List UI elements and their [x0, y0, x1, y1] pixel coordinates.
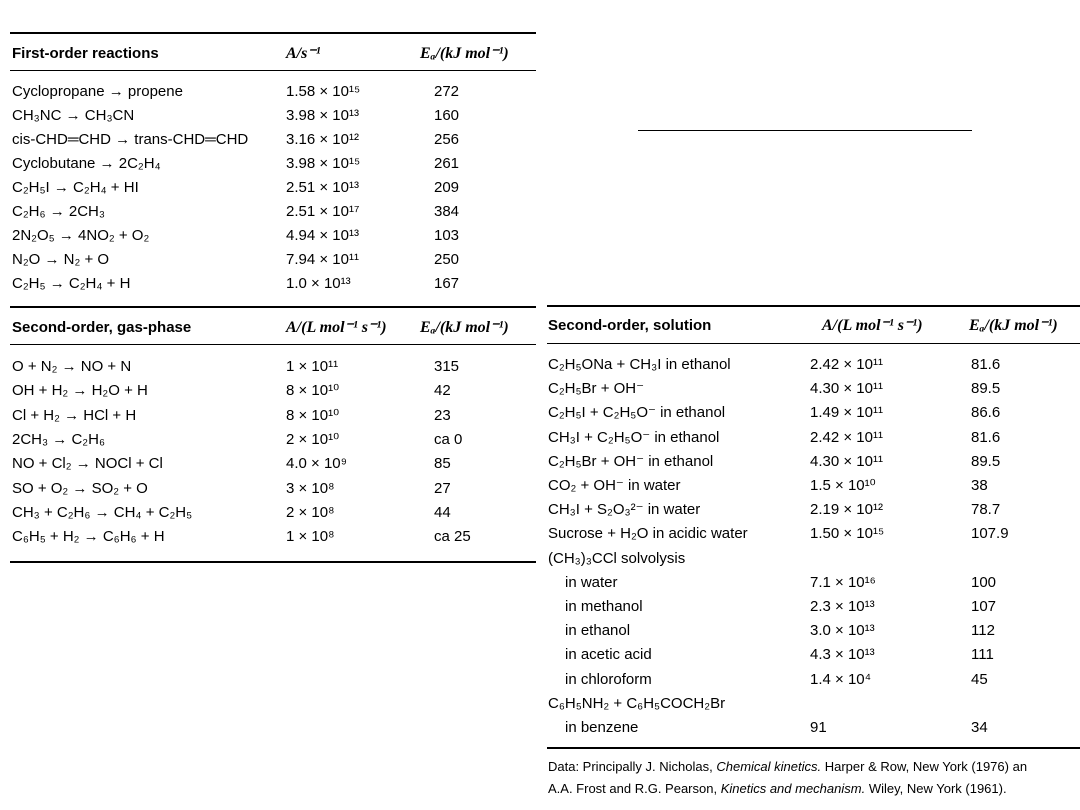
A-value-cell: 3.98 × 10¹⁵	[286, 155, 361, 172]
Ea-value-cell: 44	[434, 503, 451, 521]
Ea-value-cell: 103	[434, 227, 460, 244]
table-row	[545, 498, 1080, 522]
table-row	[545, 522, 1080, 546]
table-row	[545, 450, 1080, 474]
Ea-value-cell: 42	[434, 382, 451, 400]
table-row	[545, 426, 1080, 450]
A-value-cell: 4.0 × 10⁹	[286, 455, 348, 473]
header-reaction: First-order reactions	[12, 45, 159, 62]
Ea-value-cell: 81.6	[971, 428, 1001, 446]
table-row	[545, 474, 1080, 498]
A-value-cell: 1.50 × 10¹⁵	[810, 525, 885, 543]
Ea-value-cell: 89.5	[971, 380, 1001, 398]
table-row	[545, 547, 1080, 571]
A-value-cell: 4.3 × 10¹³	[810, 646, 875, 664]
table-row	[0, 272, 536, 296]
table-row	[0, 452, 536, 476]
table-row	[0, 104, 536, 128]
reaction-cell: O + N₂ → NO + N	[12, 358, 132, 375]
table-row	[545, 377, 1080, 401]
Ea-value-cell: 100	[971, 573, 997, 591]
reaction-cell: 2N₂O₅ → 4NO₂ + O₂	[12, 227, 150, 244]
reaction-cell: C₂H₅I → C₂H₄ + HI	[12, 179, 139, 196]
header-A: A/s⁻¹	[286, 45, 321, 62]
header-Ea: Eₐ/(kJ mol⁻¹)	[420, 45, 509, 62]
reaction-cell: C₆H₅NH₂ + C₆H₅COCH₂Br	[548, 694, 726, 712]
reaction-cell: in chloroform	[565, 670, 652, 688]
reaction-cell: OH + H₂ → H₂O + H	[12, 382, 148, 400]
reaction-cell: 2CH₃ → C₂H₆	[12, 430, 105, 448]
table-row	[0, 80, 536, 104]
reaction-cell: C₂H₆ → 2CH₃	[12, 203, 105, 220]
A-value-cell: 91	[810, 719, 827, 736]
table-row	[0, 355, 536, 379]
table-row	[0, 379, 536, 403]
A-value-cell: 8 × 10¹⁰	[286, 406, 340, 424]
A-value-cell: 2 × 10¹⁰	[286, 430, 340, 448]
Ea-value-cell: 160	[434, 107, 460, 124]
Ea-value-cell: 86.6	[971, 404, 1001, 422]
A-value-cell: 2.51 × 10¹⁷	[286, 203, 360, 220]
A-value-cell: 3.98 × 10¹³	[286, 107, 359, 124]
header-rule	[10, 70, 536, 71]
header-A: A/(L mol⁻¹ s⁻¹)	[822, 317, 923, 334]
first-order-header	[0, 42, 536, 66]
header-Ea: Eₐ/(kJ mol⁻¹)	[969, 317, 1058, 334]
reaction-cell: C₂H₅I + C₂H₅O⁻ in ethanol	[548, 404, 726, 422]
footnote-line-2	[548, 778, 1007, 800]
table-row	[545, 401, 1080, 425]
reaction-cell: C₂H₅Br + OH⁻	[548, 380, 645, 398]
reaction-cell: in benzene	[565, 719, 639, 736]
Ea-value-cell: 78.7	[971, 501, 1001, 519]
footnote-text: Data: Principally J. Nicholas,	[548, 759, 717, 774]
footnote-text: Harper & Row, New York (1976) an	[821, 759, 1028, 774]
table-row	[0, 152, 536, 176]
Ea-value-cell: ca 0	[434, 430, 463, 448]
Ea-value-cell: 111	[971, 646, 994, 664]
table-row	[0, 428, 536, 452]
A-value-cell: 2.3 × 10¹³	[810, 598, 875, 615]
A-value-cell: 4.30 × 10¹¹	[810, 380, 883, 398]
reaction-cell: CH₃I + S₂O₃²⁻ in water	[548, 501, 701, 519]
table-row	[0, 248, 536, 272]
reaction-cell: CH₃NC → CH₃CN	[12, 107, 135, 124]
table-row	[545, 571, 1080, 595]
Ea-value-cell: 250	[434, 251, 460, 268]
footnote-line-1	[548, 756, 1027, 778]
A-value-cell: 1.58 × 10¹⁵	[286, 83, 361, 100]
reaction-cell: CH₃I + C₂H₅O⁻ in ethanol	[548, 428, 720, 446]
reaction-cell: CO₂ + OH⁻ in water	[548, 477, 681, 494]
A-value-cell: 2.42 × 10¹¹	[810, 428, 883, 446]
Ea-value-cell: 85	[434, 455, 451, 473]
table-row	[545, 619, 1080, 643]
reaction-cell: in water	[565, 573, 618, 591]
A-value-cell: 1.5 × 10¹⁰	[810, 477, 876, 494]
A-value-cell: 3 × 10⁸	[286, 479, 335, 497]
A-value-cell: 4.94 × 10¹³	[286, 227, 359, 244]
bottom-rule	[10, 561, 536, 563]
reaction-cell: C₂H₅ → C₂H₄ + H	[12, 275, 131, 292]
reaction-cell: (CH₃)₃CCl solvolysis	[548, 549, 686, 567]
Ea-value-cell: 45	[971, 670, 988, 688]
A-value-cell: 1.4 × 10⁴	[810, 670, 872, 688]
A-value-cell: 8 × 10¹⁰	[286, 382, 340, 400]
header-A: A/(L mol⁻¹ s⁻¹)	[286, 319, 387, 336]
table-row	[0, 176, 536, 200]
Ea-value-cell: 209	[434, 179, 460, 196]
A-value-cell: 7.1 × 10¹⁶	[810, 573, 876, 591]
reaction-cell: C₂H₅Br + OH⁻ in ethanol	[548, 452, 714, 470]
A-value-cell: 3.16 × 10¹²	[286, 131, 359, 148]
table-row	[0, 404, 536, 428]
Ea-value-cell: 112	[971, 622, 995, 640]
second-order-solution-header	[545, 314, 1080, 338]
Ea-value-cell: 261	[434, 155, 460, 172]
reaction-cell: N₂O → N₂ + O	[12, 251, 110, 268]
Ea-value-cell: 34	[971, 719, 988, 736]
Ea-value-cell: 38	[971, 477, 988, 494]
Ea-value-cell: 272	[434, 83, 460, 100]
header-Ea: Eₐ/(kJ mol⁻¹)	[420, 319, 509, 336]
A-value-cell: 2.51 × 10¹³	[286, 179, 359, 196]
Ea-value-cell: 23	[434, 406, 451, 424]
A-value-cell: 2.19 × 10¹²	[810, 501, 883, 519]
A-value-cell: 2.42 × 10¹¹	[810, 356, 883, 373]
footnote-text: Wiley, New York (1961).	[865, 781, 1007, 796]
A-value-cell: 1.49 × 10¹¹	[810, 404, 883, 422]
reaction-cell: cis-CHD═CHD → trans-CHD═CHD	[12, 131, 249, 148]
table-row	[0, 224, 536, 248]
table-row	[545, 595, 1080, 619]
reaction-cell: C₂H₅ONa + CH₃I in ethanol	[548, 356, 731, 373]
reaction-cell: Cyclobutane → 2C₂H₄	[12, 155, 161, 172]
Ea-value-cell: 384	[434, 203, 460, 220]
reaction-cell: SO + O₂ → SO₂ + O	[12, 479, 148, 497]
left-table	[0, 0, 536, 570]
Ea-value-cell: 107.9	[971, 525, 1009, 543]
Ea-value-cell: 107	[971, 598, 997, 615]
table-row	[545, 668, 1080, 692]
second-order-gas-header	[0, 316, 536, 340]
reaction-cell: Cl + H₂ → HCl + H	[12, 406, 137, 424]
footnote-text: A.A. Frost and R.G. Pearson,	[548, 781, 721, 796]
table-row	[545, 716, 1080, 740]
footnote-title: Kinetics and mechanism.	[720, 781, 866, 796]
top-rule	[547, 305, 1080, 307]
bottom-rule	[547, 747, 1080, 749]
table-row	[545, 643, 1080, 667]
header-reaction: Second-order, gas-phase	[12, 319, 192, 336]
A-value-cell: 4.30 × 10¹¹	[810, 452, 883, 470]
right-table	[545, 0, 1080, 810]
table-row	[0, 525, 536, 549]
top-rule	[10, 32, 536, 34]
header-reaction: Second-order, solution	[548, 317, 712, 334]
header-rule	[547, 343, 1080, 344]
reaction-cell: CH₃ + C₂H₆ → CH₄ + C₂H₅	[12, 503, 193, 521]
reaction-cell: in acetic acid	[565, 646, 652, 664]
table-row	[0, 128, 536, 152]
reaction-cell: Sucrose + H₂O in acidic water	[548, 525, 748, 543]
A-value-cell: 3.0 × 10¹³	[810, 622, 875, 640]
footnote-title: Chemical kinetics.	[716, 759, 822, 774]
table-row	[0, 501, 536, 525]
reaction-cell: C₆H₅ + H₂ → C₆H₆ + H	[12, 528, 165, 546]
reaction-cell: in ethanol	[565, 622, 631, 640]
A-value-cell: 1.0 × 10¹³	[286, 275, 351, 292]
A-value-cell: 1 × 10¹¹	[286, 358, 339, 375]
Ea-value-cell: 256	[434, 131, 460, 148]
table-row	[0, 477, 536, 501]
Ea-value-cell: 89.5	[971, 452, 1001, 470]
Ea-value-cell: 167	[434, 275, 460, 292]
table-row	[545, 692, 1080, 716]
Ea-value-cell: 315	[434, 358, 460, 375]
table-row	[545, 353, 1080, 377]
reaction-cell: Cyclopropane → propene	[12, 83, 183, 100]
A-value-cell: 2 × 10⁸	[286, 503, 335, 521]
A-value-cell: 7.94 × 10¹¹	[286, 251, 359, 268]
section-rule	[10, 306, 536, 308]
Ea-value-cell: 81.6	[971, 356, 1001, 373]
reaction-cell: in methanol	[565, 598, 643, 615]
Ea-value-cell: 27	[434, 479, 451, 497]
table-row	[0, 200, 536, 224]
header-rule	[10, 344, 536, 345]
A-value-cell: 1 × 10⁸	[286, 528, 335, 546]
Ea-value-cell: ca 25	[434, 528, 471, 546]
reaction-cell: NO + Cl₂ → NOCl + Cl	[12, 455, 163, 473]
